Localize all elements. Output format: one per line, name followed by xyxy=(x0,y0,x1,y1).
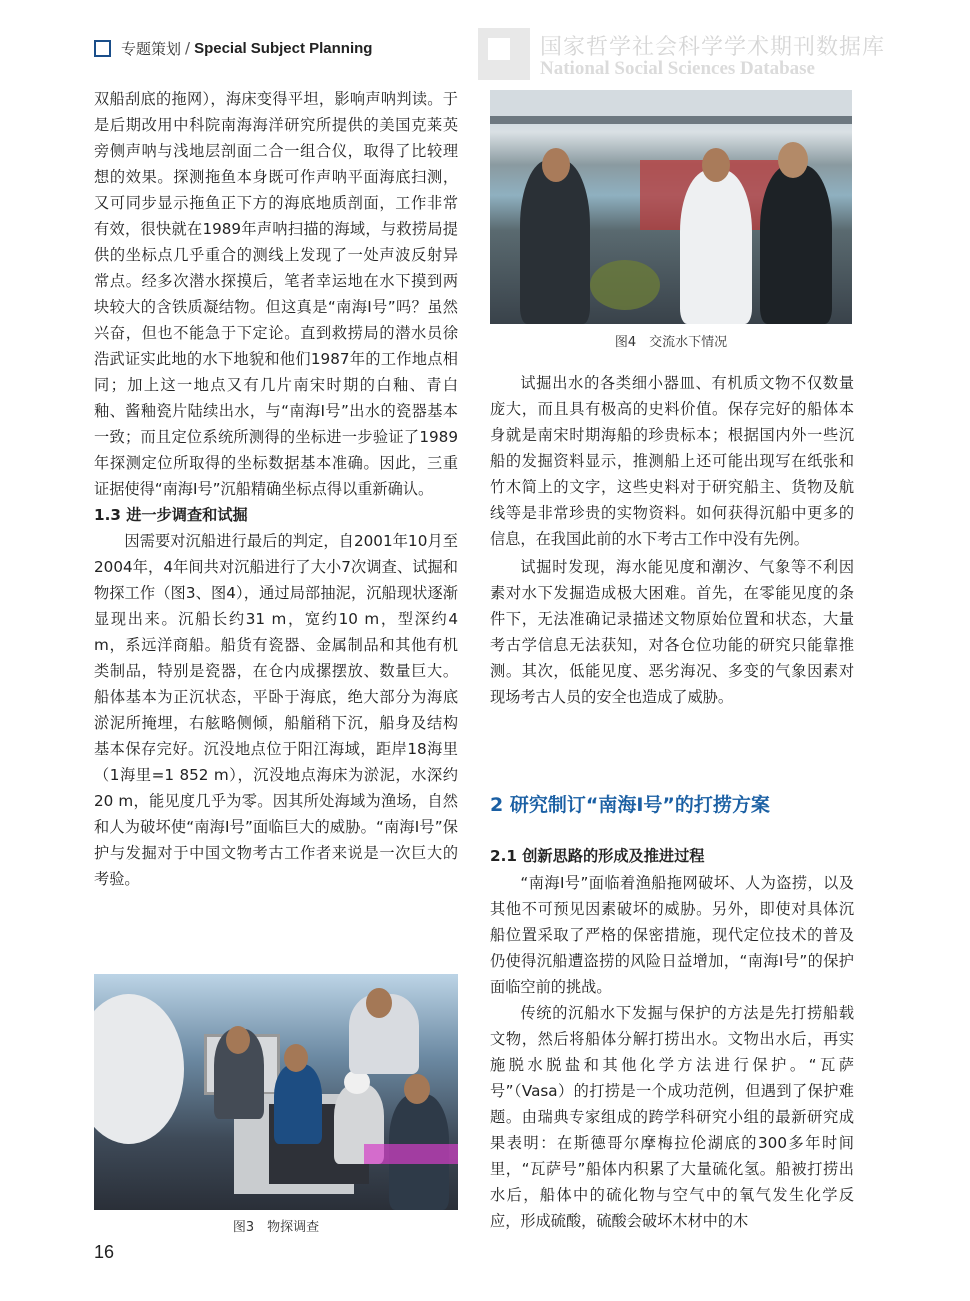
left-paragraph-1: 双船刮底的拖网），海床变得平坦，影响声呐判读。于是后期改用中科院南海海洋研究所提供的美国克莱英旁侧声呐与浅地层剖面二合一组合仪，取得了比较理想的效果。探测拖鱼本身既可作声呐平面海底扫测，又可同步显示拖鱼正下方的海底地质剖面，工作非常有效，很快就在1989年声呐扫描的海域，与救捞局提供的坐标点几乎重合的测线上发现了一处声波反射异常点。经多次潜水探摸后，笔者幸运地在水下摸到两块较大的含铁质凝结物。但这真是“南海Ⅰ号”吗？虽然兴奋，但也不能急于下定论。直到救捞局的潜水员徐浩武证实此地的水下地貌和他们1987年的工作地点相同；加上这一地点又有几片南宋时期的白釉、青白釉、酱釉瓷片陆续出水，与“南海Ⅰ号”出水的瓷器基本一致；而且定位系统所测得的坐标进一步验证了1989年探测定位所取得的坐标数据基本准确。因此，三重证据使得“南海Ⅰ号”沉船精确坐标点得以重新确认。 xyxy=(94,90,458,498)
database-watermark xyxy=(478,26,918,84)
figure-4-photo xyxy=(490,90,852,324)
subheading-1-3: 1.3 进一步调查和试掘 xyxy=(94,506,248,524)
right-column-top xyxy=(490,370,854,710)
right-paragraph-3: “南海Ⅰ号”面临着渔船拖网破坏、人为盗捞，以及其他不可预见因素破坏的威胁。另外，即使对具体沉船位置采取了严格的保密措施，现代定位技术的普及仍使得沉船遭盗捞的风险日益增加，“南海Ⅰ号”的保护面临空前的挑战。 xyxy=(490,874,854,996)
figure-3-photo xyxy=(94,974,458,1210)
header-square-icon xyxy=(94,40,111,57)
watermark-en: National Social Sciences Database xyxy=(540,58,815,79)
subheading-2-1: 2.1 创新思路的形成及推进过程 xyxy=(490,847,705,865)
header-separator: / xyxy=(185,39,191,57)
page-number: 16 xyxy=(94,1242,115,1262)
section-2-heading: 2 研究制订“南海Ⅰ号”的打捞方案 xyxy=(490,794,770,816)
right-paragraph-2: 试掘时发现，海水能见度和潮汐、气象等不利因素对水下发掘造成极大困难。首先，在零能见度的条件下，无法准确记录描述文物原始位置和状态，大量考古学信息无法获知，对各仓位功能的研究只能靠推测。其次，低能见度、恶劣海况、多变的气象因素对现场考古人员的安全也造成了威胁。 xyxy=(490,558,854,706)
figure-4-caption: 图4 交流水下情况 xyxy=(614,335,728,350)
right-column-bottom xyxy=(490,870,854,1234)
header-section-cn: 专题策划 xyxy=(121,39,182,58)
running-header xyxy=(94,36,372,60)
right-paragraph-4: 传统的沉船水下发掘与保护的方法是先打捞船载文物，然后将船体分解打捞出水。文物出水后，再实施脱水脱盐和其他化学方法进行保护。“瓦萨号”（Vasa）的打捞是一个成功范例，但遇到了保护难题。由瑞典专家组成的跨学科研究小组的最新研究成果表明：在斯德哥尔摩梅拉伦湖底的300多年时间里，“瓦萨号”船体内积累了大量硫化氢。船被打捞出水后，船体中的硫化物与空气中的氧气发生化学反应，形成硫酸，硫酸会破坏木材中的木 xyxy=(490,1004,854,1230)
watermark-logo-icon xyxy=(478,28,530,80)
left-paragraph-2: 因需要对沉船进行最后的判定，自2001年10月至2004年，4年间共对沉船进行了大小7次调查、试掘和物探工作（图3、图4），通过局部抽泥，沉船现状逐渐显现出来。沉船长约31 m，宽约10 m，型深约4 m，系远洋商船。船货有瓷器、金属制品和其他有机类制品，特别是瓷器，在仓内成摞摆放、数量巨大。船体基本为正沉状态，平卧于海底，绝大部分为海底淤泥所掩埋，右舷略侧倾，船艏稍下沉，船身及结构基本保存完好。沉没地点位于阳江海域，距岸18海里（1海里=1 852 m），沉没地点海床为淤泥，水深约20 m，能见度几乎为零。因其所处海域为渔场，自然和人为破坏使“南海Ⅰ号”面临巨大的威胁。“南海Ⅰ号”保护与发掘对于中国文物考古工作者来说是一次巨大的考验。 xyxy=(94,532,458,888)
figure-3-caption: 图3 物探调查 xyxy=(232,1220,320,1235)
watermark-cn: 国家哲学社会科学学术期刊数据库 xyxy=(540,35,886,60)
left-column xyxy=(94,86,458,892)
header-section-en: Special Subject Planning xyxy=(194,39,373,57)
right-paragraph-1: 试掘出水的各类细小器皿、有机质文物不仅数量庞大，而且具有极高的史料价值。保存完好的船体本身就是南宋时期海船的珍贵标本；根据国内外一些沉船的发掘资料显示，推测船上还可能出现写在纸张和竹木简上的文字，这些史料对于研究船主、货物及航线等是非常珍贵的实物资料。如何获得沉船中更多的信息，在我国此前的水下考古工作中没有先例。 xyxy=(490,374,854,548)
